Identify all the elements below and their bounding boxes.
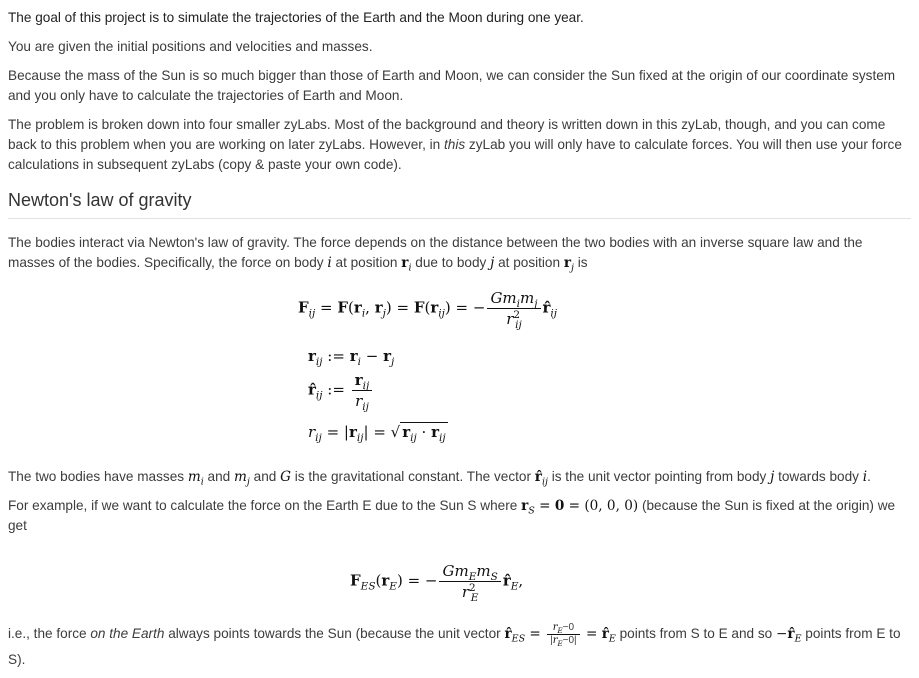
section-divider xyxy=(8,218,911,219)
intro-paragraph-2: You are given the initial positions and velocities and masses. xyxy=(8,39,373,54)
distance-equation: $r_{ij} = |r_{ij}|$ = √ $r_{ij} \cdot r_{ij}$ xyxy=(308,423,446,444)
intro-paragraph-1: The goal of this project is to simulate the trajectories of the Earth and the Moon during one year. xyxy=(8,10,584,25)
gravity-paragraph-3: For example, if we want to calculate the force on the Earth E due to the Sun S where $r_S = 0 = (0$, 0, 0) (because the Sun is fixed at the origin) we get xyxy=(8,498,896,533)
gravity-paragraph-1: The bodies interact via Newton's law of gravity. The force depends on the distance between the two bodies with an inverse square law and the masses of the bodies. Specifically, the force on body i at position $r_i$ due to body j at position $r_j$ is xyxy=(8,235,863,274)
gravity-paragraph-4: i.e., the force on the Earth always points towards the Sun (because the unit vector $r̂_{ES}$ = $\frac{r_E-0}{|r_E-0|}$ = $r̂_E$ points from S to E and so $-r̂_E$ points from E to S). xyxy=(8,621,901,667)
earth-sun-force-equation-block xyxy=(8,545,911,621)
unit-vector-equation: $r̂_{ij}$ := $\frac{r_{ij}}{r_{ij}}$ xyxy=(308,370,374,411)
earth-sun-force-equation: $F_{ES}(r_E)$ = − $\frac{Gm_Em_S}{r^2_E}$ $r̂_E$, xyxy=(350,562,524,604)
force-equation: $F_{ij} = F(r_i$, $r_j) = F(r_{ij})$ = − $\frac{Gm_im_j}{r^2_{ij}}$ $r̂_{ij}$ xyxy=(298,289,558,331)
intro-paragraph-4: The problem is broken down into four smaller zyLabs. Most of the background and theory is written down in this zyLab, though, and you can come back to this problem when you are working on later zyLabs. However, in this zyLab you will only have to calculate forces. You will then use your force calculations in subsequent zyLabs (copy & paste your own code). xyxy=(8,117,902,172)
intro-paragraph-3: Because the mass of the Sun is so much bigger than those of Earth and Moon, we can consider the Sun fixed at the origin of our coordinate system and you only have to calculate the trajectories of Earth and Moon. xyxy=(8,68,896,103)
gravity-equations xyxy=(8,282,911,467)
gravity-paragraph-2: The two bodies have masses $m_i$ and $m_j$ and G is the gravitational constant. The vector $r̂_{ij}$ is the unit vector pointing from body j towards body i. xyxy=(8,469,871,488)
section-heading: Newton's law of gravity xyxy=(8,190,192,210)
separation-vector-equation: $r_{ij}$ := $r_i - r_j$ xyxy=(308,347,395,368)
